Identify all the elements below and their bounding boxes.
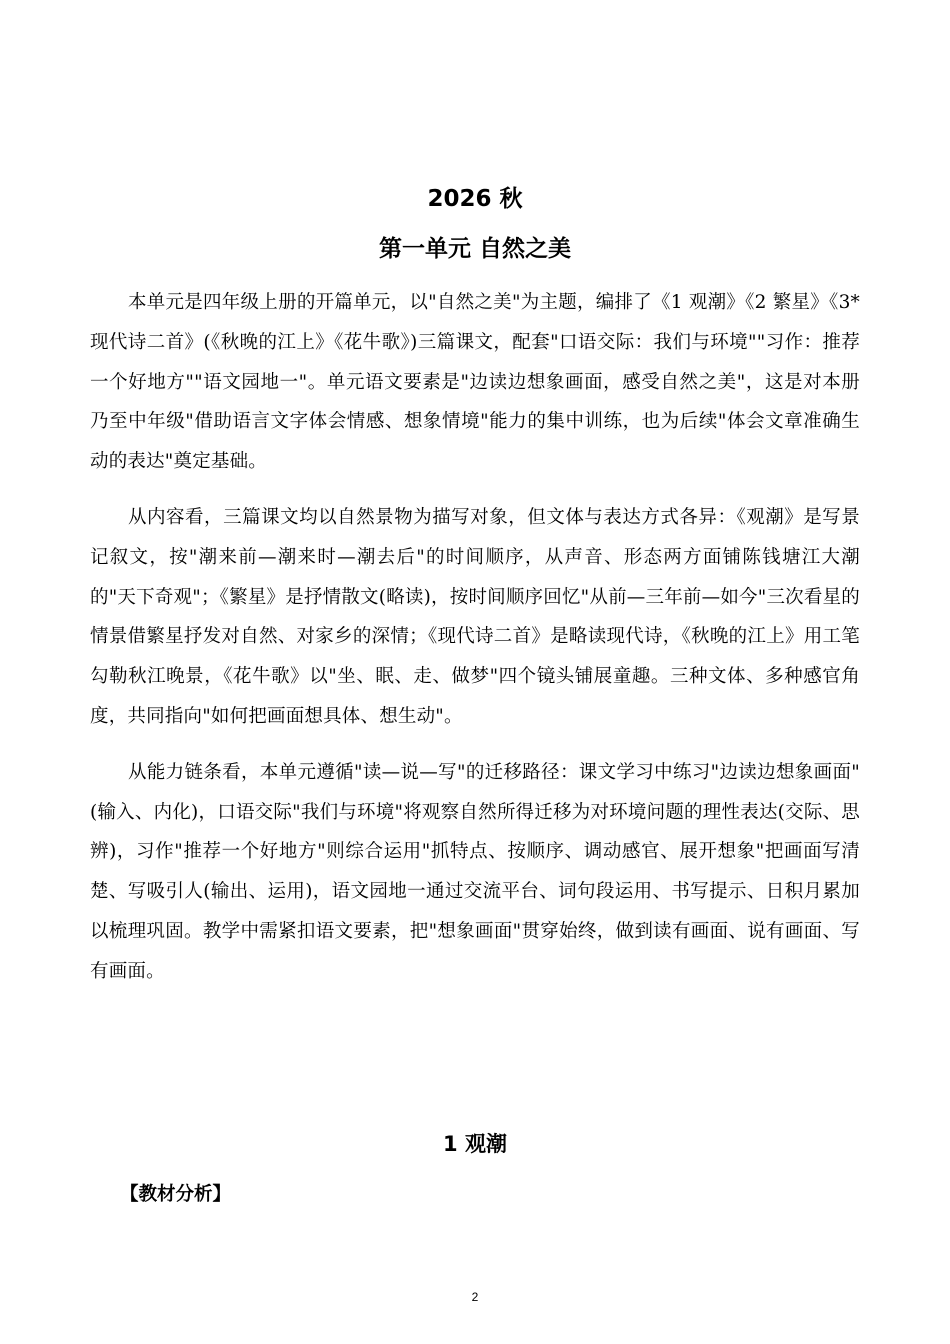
paragraph-ability: 从能力链条看，本单元遵循"读—说—写"的迁移路径：课文学习中练习"边读边想象画面"(输入、内化)，口语交际"我们与环境"将观察自然所得迁移为对环境问题的理性表达(交际、思辨)，习作"推荐一个好地方"则综合运用"抓特点、按顺序、调动感官、展开想象"把画面写清楚、写吸引人(输出、运用)，语文园地一通过交流平台、词句段运用、书写提示、日积月累加以梳理巩固。教学中需紧扣语文要素，把"想象画面"贯穿始终，做到读有画面、说有画面、写有画面。 <box>90 761 860 982</box>
unit-heading: 第一单元 自然之美 <box>378 236 571 262</box>
paragraph-intro: 本单元是四年级上册的开篇单元，以"自然之美"为主题，编排了《1 观潮》《2 繁星》《3*现代诗二首》(《秋晚的江上》《花牛歌》)三篇课文，配套"口语交际：我们与环境""习作：推荐一个好地方""语文园地一"。单元语文要素是"边读边想象画面，感受自然之美"，这是对本册乃至中年级"借助语言文字体会情感、想象情境"能力的集中训练，也为后续"体会文章准确生动的表达"奠定基础。 <box>90 292 860 473</box>
body-text <box>90 283 860 1008</box>
page-number: 2 <box>471 1290 479 1304</box>
lesson-heading: 1 观潮 <box>443 1132 507 1156</box>
paragraph-content: 从内容看，三篇课文均以自然景物为描写对象，但文体与表达方式各异：《观潮》是写景记叙文，按"潮来前—潮来时—潮去后"的时间顺序，从声音、形态两方面铺陈钱塘江大潮的"天下奇观"；《繁星》是抒情散文(略读)，按时间顺序回忆"从前—三年前—如今"三次看星的情景借繁星抒发对自然、对家乡的深情；《现代诗二首》是略读现代诗，《秋晚的江上》用工笔勾勒秋江晚景，《花牛歌》以"坐、眠、走、做梦"四个镜头铺展童趣。三种文体、多种感官角度，共同指向"如何把画面想具体、想生动"。 <box>90 506 860 727</box>
year-heading: 2026 秋 <box>427 186 523 212</box>
section-label: 【教材分析】 <box>120 1184 232 1205</box>
